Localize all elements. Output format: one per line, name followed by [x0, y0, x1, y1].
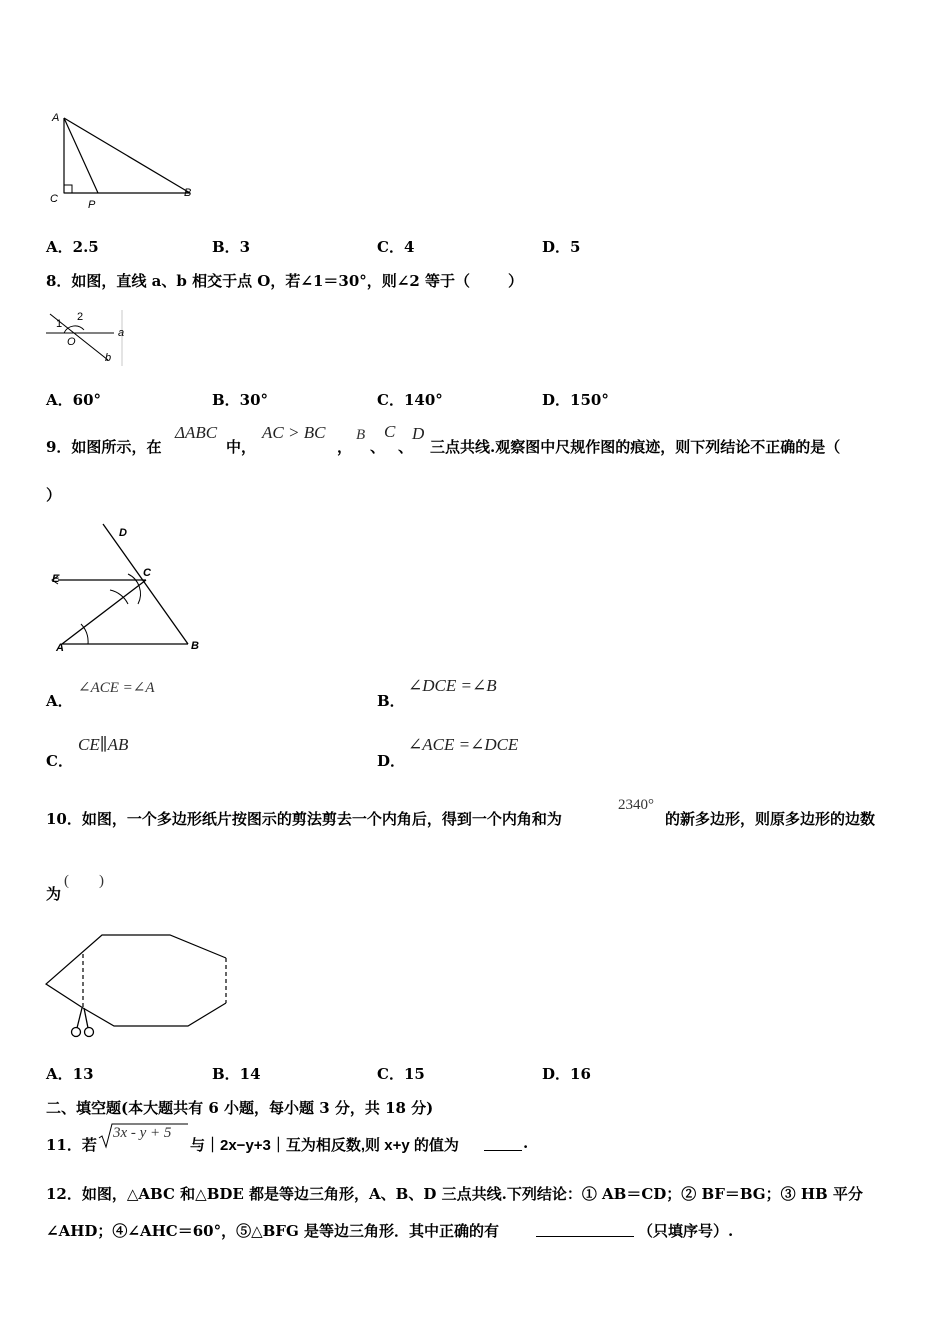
q7-label-p: P [88, 199, 96, 211]
q9-option-d-math: ∠ACE =∠DCE [408, 735, 519, 754]
q8-label-o: O [67, 336, 76, 348]
q9-label-b: B [191, 640, 199, 652]
q9-label-d: D [119, 527, 127, 539]
q9-option-c-label: C． [46, 752, 73, 770]
q12-line2-part2: （只填序号）. [638, 1222, 734, 1240]
q9-label-c: C [143, 567, 151, 579]
q10-math-sum: 2340° [618, 797, 654, 813]
q10-stem-part1: 10．如图，一个多边形纸片按图示的剪法剪去一个内角后，得到一个内角和为 [46, 810, 562, 828]
q10-option-c: C．15 [377, 1065, 425, 1083]
q9-stem-end: ） [46, 486, 62, 504]
q10-option-b: B．14 [212, 1065, 261, 1083]
q9-math-inequality: AC > BC [262, 423, 326, 442]
q8-label-b: b [105, 352, 112, 364]
q8-option-a: A．60° [46, 391, 102, 409]
q9-option-d-label: D． [377, 752, 406, 770]
q7-option-b: B．3 [212, 238, 251, 256]
q9-figure [48, 520, 208, 660]
q9-label-e: E [52, 573, 60, 585]
section-heading: 二、填空题(本大题共有 6 小题，每小题 3 分，共 18 分) [46, 1099, 434, 1117]
q9-label-a: A [56, 642, 64, 654]
q9-stem-part2: 中， [226, 438, 257, 456]
q7-option-a: A．2.5 [46, 238, 99, 256]
q8-label-a: a [118, 327, 125, 339]
q12-answer-blank[interactable] [536, 1236, 634, 1237]
q9-math-triangle: ΔABC [175, 423, 218, 442]
q7-label-a: A [52, 112, 60, 124]
q9-stem-part3: 三点共线.观察图中尺规作图的痕迹，则下列结论不正确的是（ [430, 438, 841, 456]
q8-option-b: B．30° [212, 391, 269, 409]
q7-option-d: D．5 [542, 238, 581, 256]
q10-stem-line2: 为 [46, 885, 62, 903]
q7-label-b: B [184, 187, 192, 199]
q12-line2-part1: ∠AHD；④∠AHC＝60°，⑤△BFG 是等边三角形．其中正确的有 [46, 1222, 499, 1240]
q9-sep1: ， [337, 438, 353, 456]
q9-option-a-label: A． [46, 692, 73, 710]
q10-figure [40, 928, 240, 1048]
q8-stem-text: 8．如图，直线 a、b 相交于点 O，若∠1＝30°，则∠2 等于（ [46, 272, 470, 290]
q9-sep2: 、 [370, 438, 386, 456]
q11-part1: 11．若 [46, 1136, 97, 1154]
q9-option-b-label: B． [377, 692, 405, 710]
q9-stem-part1: 9．如图所示，在 [46, 438, 162, 456]
q11-part2: 与｜2x−y+3｜互为相反数,则 x+y 的值为 [190, 1137, 459, 1154]
q11-answer-blank[interactable] [484, 1150, 522, 1151]
q9-math-b: B [356, 427, 366, 443]
q9-option-b-math: ∠DCE =∠B [408, 676, 497, 695]
q8-stem [46, 270, 523, 291]
q11-radicand: 3x - y + 5 [113, 1125, 172, 1141]
q9-option-c-math: CE∥AB [78, 735, 129, 754]
q8-label-2: 2 [77, 311, 84, 323]
q8-option-c: C．140° [377, 391, 443, 409]
q7-label-c: C [50, 193, 58, 205]
q10-paren: ( ) [64, 873, 104, 889]
q9-math-d: D [412, 424, 425, 443]
q9-sep3: 、 [398, 438, 414, 456]
q8-figure [40, 308, 140, 368]
q8-stem-close: ） [508, 272, 524, 290]
q11-end: . [523, 1134, 529, 1152]
q10-option-a: A．13 [46, 1065, 94, 1083]
q8-option-d: D．150° [542, 391, 609, 409]
q9-option-a-math: ∠ACE =∠A [78, 680, 155, 696]
q8-label-1: 1 [56, 318, 63, 330]
q9-math-c: C [384, 422, 396, 441]
q10-option-d: D．16 [542, 1065, 591, 1083]
q12-line1: 12．如图，△ABC 和△BDE 都是等边三角形，A、B、D 三点共线.下列结论：① AB＝CD；② BF＝BG；③ HB 平分 [46, 1185, 863, 1203]
q7-option-c: C．4 [377, 238, 415, 256]
q7-figure [40, 108, 210, 218]
q10-stem-part2: 的新多边形，则原多边形的边数 [665, 810, 876, 828]
